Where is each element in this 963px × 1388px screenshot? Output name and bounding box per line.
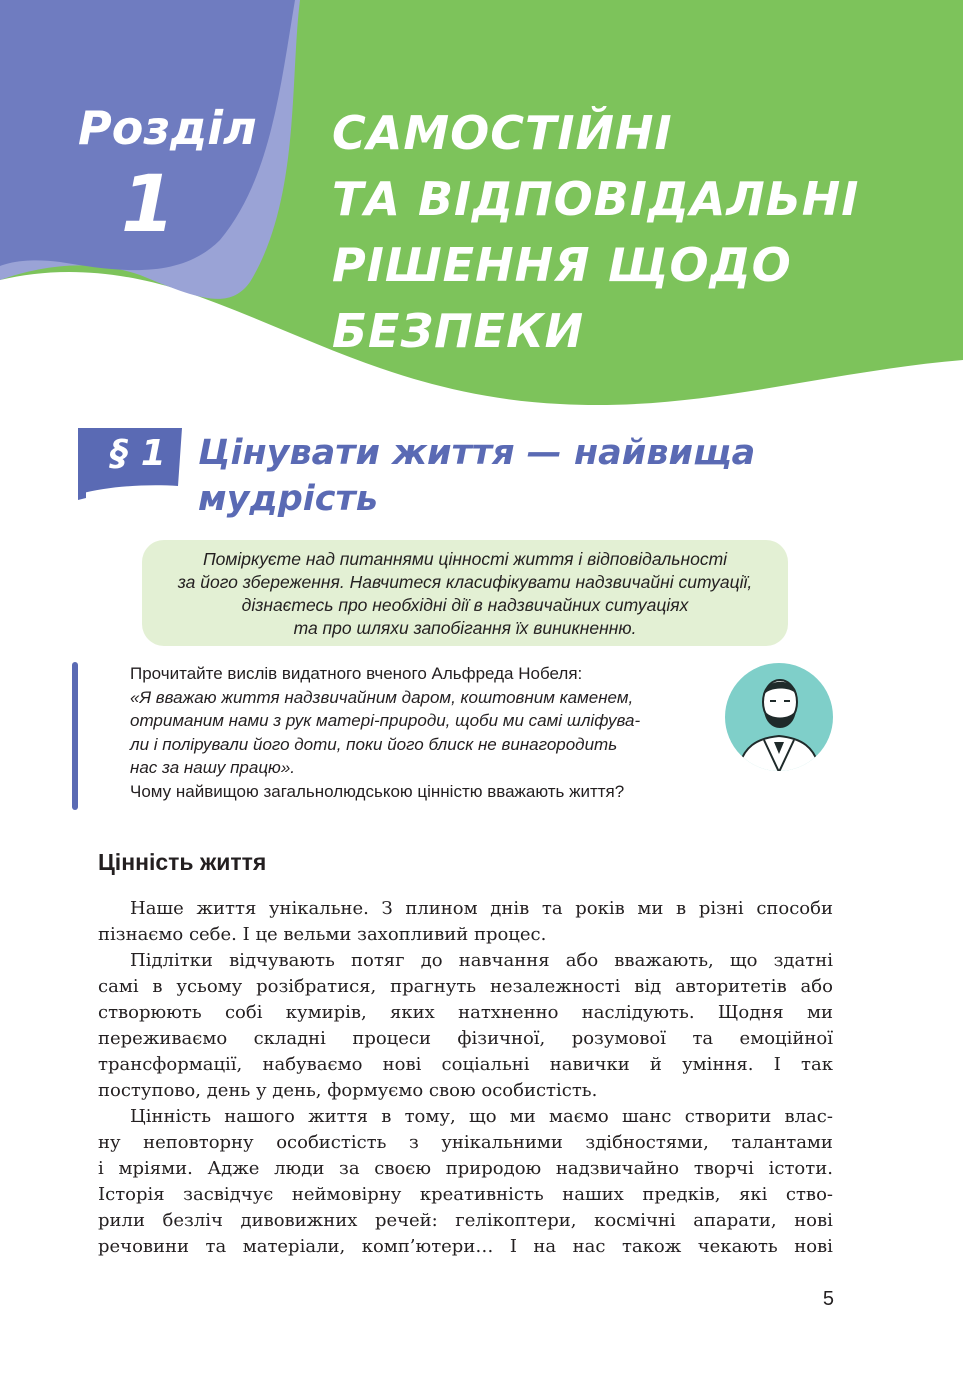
- section-title-line: мудрість: [198, 479, 378, 519]
- quote-accent-bar: [72, 662, 78, 810]
- section-title: [198, 430, 898, 522]
- objectives-line: та про шляхи запобігання їх виникненню.: [293, 618, 637, 638]
- chapter-number: 1: [120, 160, 176, 250]
- body-line: створюють собі кумирів, яких натхненно наслідують. Щодня ми: [98, 1002, 833, 1023]
- chapter-banner: [0, 0, 963, 420]
- chapter-label: Розділ: [78, 101, 257, 155]
- objectives-line: дізнаєтесь про необхідні дії в надзвичайних ситуаціях: [241, 595, 689, 615]
- quote-line: «Я вважаю життя надзвичайним даром, коштовним каменем,: [130, 687, 634, 707]
- quote-block: [130, 662, 710, 803]
- quote-line: нас за нашу працю».: [130, 758, 296, 777]
- body-line: речовини та матеріали, комп’ютери… І на нас також чекають нові: [98, 1236, 833, 1257]
- page-number: 5: [822, 1288, 834, 1310]
- chapter-title-line: БЕЗПЕКИ: [332, 304, 585, 358]
- section-number: § 1: [110, 433, 166, 474]
- body-line: і мріями. Адже люди за своєю природою надзвичайно творчі істоти.: [98, 1158, 833, 1179]
- body-line: пізнаємо себе. І це вельми захопливий процес.: [98, 924, 547, 945]
- objectives-line: Поміркуєте над питаннями цінності життя і відповідальності: [202, 549, 728, 569]
- body-line: поступово, день у день, формуємо свою особистість.: [98, 1080, 598, 1101]
- quote-line: отриманим нами з рук матері-природи, щоби ми самі шліфува-: [130, 711, 641, 730]
- quote-line: ли і полірували його доти, поки його блиск не винагородить: [130, 734, 618, 754]
- alfred-nobel-portrait-icon: [724, 662, 834, 772]
- objectives-line: за його збереження. Навчитеся класифікувати надзвичайні ситуації,: [177, 572, 753, 592]
- body-line: Підлітки відчувають потяг до навчання або вважають, що здатні: [130, 950, 833, 971]
- chapter-title-line: САМОСТІЙНІ: [332, 106, 673, 160]
- body-line: самі в усьому розібратися, прагнуть незалежності від авторитетів або: [98, 976, 833, 997]
- learning-objectives: [142, 540, 788, 646]
- body-line: рили безліч дивовижних речей: гелікоптери, космічні апарати, нові: [98, 1210, 833, 1231]
- chapter-title-line: ТА ВІДПОВІДАЛЬНІ: [332, 172, 860, 226]
- quote-question: Чому найвищою загальнолюдською цінністю вважають життя?: [130, 781, 625, 801]
- subheading: Цінність життя: [98, 849, 267, 875]
- body-line: трансформації, набуваємо нові соціальні навички й уміння. І так: [98, 1054, 833, 1075]
- body-paragraphs: [98, 896, 833, 1260]
- chapter-title: [332, 100, 932, 364]
- body-line: ну неповторну особистість з унікальними здібностями, талантами: [98, 1132, 833, 1153]
- section-title-line: Цінувати життя — найвища: [198, 433, 756, 473]
- body-line: Наше життя унікальне. З плином днів та років ми в різні способи: [130, 898, 833, 919]
- body-line: Історія засвідчує неймовірну креативність наших предків, які ство-: [98, 1184, 833, 1205]
- body-line: переживаємо складні процеси фізичної, розумової та емоційної: [98, 1028, 833, 1049]
- quote-intro: Прочитайте вислів видатного вченого Альфреда Нобеля:: [130, 664, 583, 683]
- section-badge: [78, 424, 186, 486]
- body-line: Цінність нашого життя в тому, що ми маємо шанс створити влас-: [130, 1106, 833, 1127]
- chapter-title-line: РІШЕННЯ ЩОДО: [332, 238, 792, 292]
